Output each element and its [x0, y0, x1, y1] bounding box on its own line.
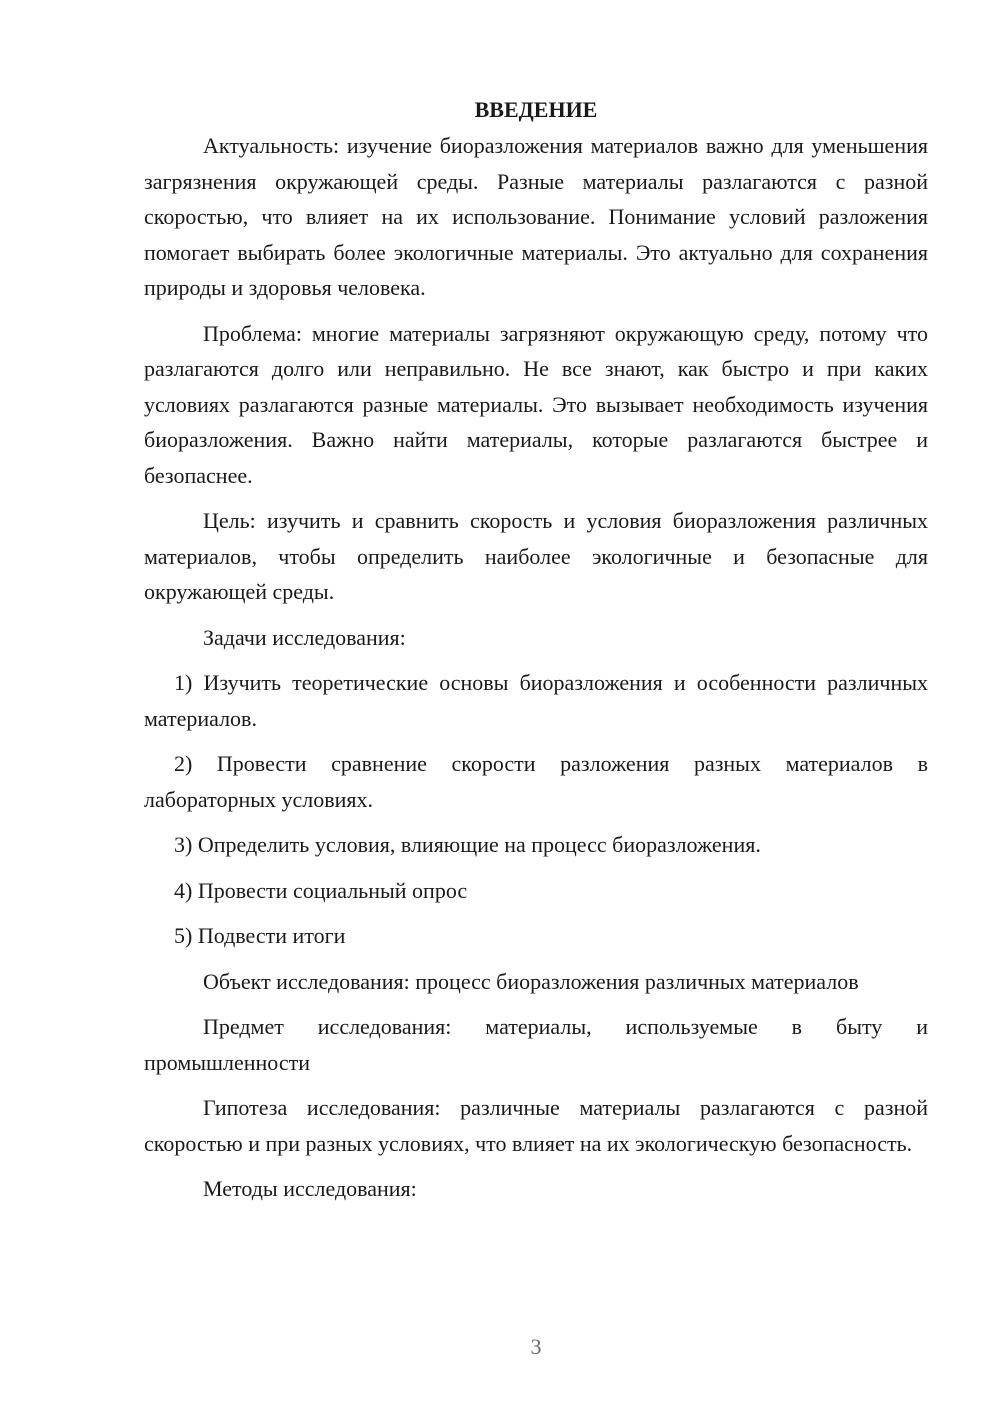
paragraph-goal: Цель: изучить и сравнить скорость и условия биоразложения различных материалов, чтобы определить наиболее экологичные и безопасные для окружающей среды. — [144, 508, 928, 604]
task-item-5: 5) Подвести итоги — [174, 923, 346, 948]
tasks-heading: Задачи исследования: — [203, 624, 406, 650]
document-page — [144, 92, 928, 1217]
paragraph-object: Объект исследования: процесс биоразложения различных материалов — [203, 968, 859, 994]
paragraph-hypothesis: Гипотеза исследования: различные материалы разлагаются с разной скоростью и при разных условиях, что влияет на их экологическую безопасность. — [144, 1095, 928, 1156]
task-item-1: 1) Изучить теоретические основы биоразложения и особенности различных материалов. — [144, 670, 928, 731]
task-item-3: 3) Определить условия, влияющие на процесс биоразложения. — [174, 832, 761, 857]
page-number: 3 — [530, 1334, 542, 1359]
methods-heading: Методы исследования: — [203, 1176, 417, 1201]
paragraph-subject: Предмет исследования: материалы, используемые в быту и промышленности — [144, 1014, 928, 1075]
paragraph-relevance: Актуальность: изучение биоразложения материалов важно для уменьшения загрязнения окружающей среды. Разные материалы разлагаются с разной скоростью, что влияет на их использование. Понимание условий разложения помогает выбирать более экологичные материалы. Это актуально для сохранения природы и здоровья человека. — [144, 133, 928, 300]
paragraph-problem: Проблема: многие материалы загрязняют окружающую среду, потому что разлагаются долго или неправильно. Не все знают, как быстро и при каких условиях разлагаются разные материалы. Это вызывает необходимость изучения биоразложения. Важно найти материалы, которые разлагаются быстрее и безопаснее. — [144, 320, 928, 488]
task-item-2: 2) Провести сравнение скорости разложения разных материалов в лабораторных условиях. — [144, 751, 928, 812]
page-title: ВВЕДЕНИЕ — [474, 97, 598, 122]
task-item-4: 4) Провести социальный опрос — [174, 877, 468, 903]
